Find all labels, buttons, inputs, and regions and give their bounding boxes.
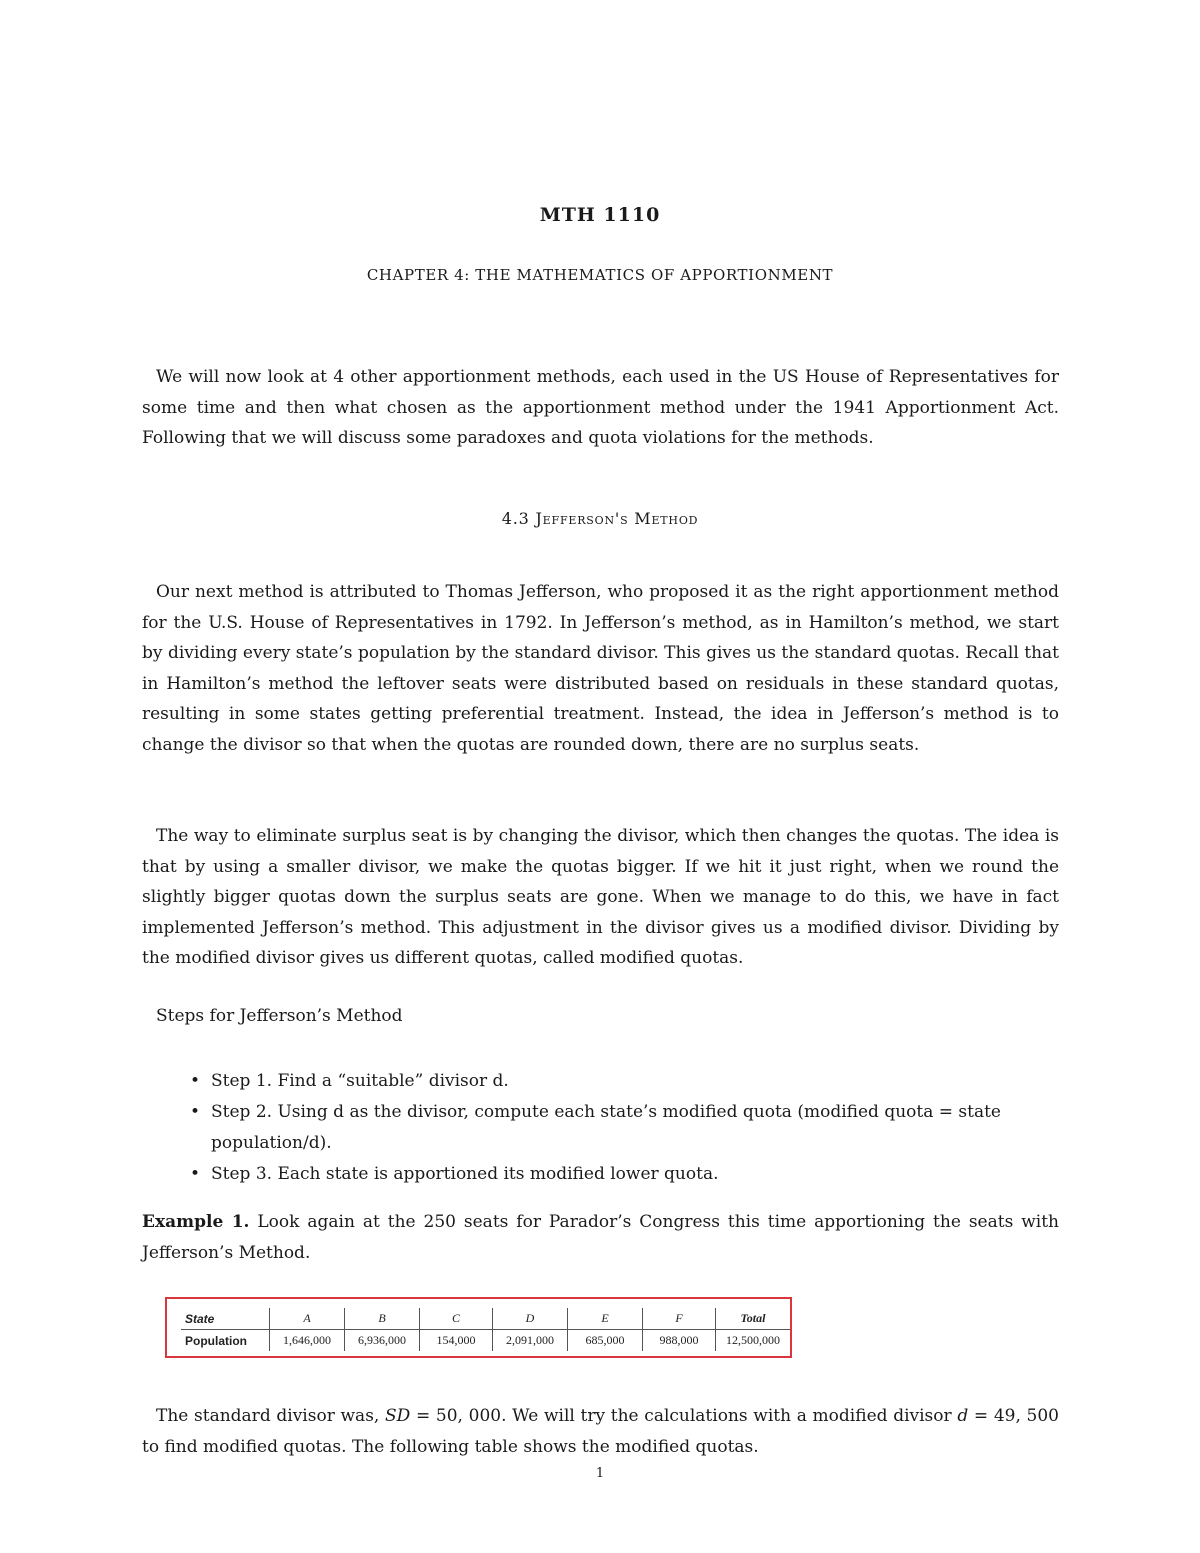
list-item: • Step 3. Each state is apportioned its modified lower quota. xyxy=(190,1159,1060,1190)
list-item: • Step 2. Using d as the divisor, compute each state’s modified quota (modified quota = state population/d). xyxy=(190,1097,1060,1159)
population-table-frame xyxy=(165,1297,792,1358)
page-number: 1 xyxy=(595,1466,605,1481)
table-cell: Total xyxy=(716,1308,791,1330)
intro-paragraph: We will now look at 4 other apportionment methods, each used in the US House of Representatives for some time and then what chosen as the apportionment method under the 1941 Apportionment Act. Following that we will discuss some paradoxes and quota violations for the methods. xyxy=(142,367,1059,449)
table-cell: 988,000 xyxy=(643,1330,716,1352)
table-cell: 2,091,000 xyxy=(493,1330,568,1352)
table-cell: C xyxy=(420,1308,493,1330)
course-title: MTH 1110 xyxy=(539,204,661,226)
table-cell: 6,936,000 xyxy=(345,1330,420,1352)
table-cell: 12,500,000 xyxy=(716,1330,791,1352)
table-row xyxy=(181,1308,790,1330)
table-cell: 685,000 xyxy=(568,1330,643,1352)
steps-title: Steps for Jefferson’s Method xyxy=(156,1006,403,1026)
table-cell: 1,646,000 xyxy=(270,1330,345,1352)
table-row xyxy=(181,1330,790,1352)
population-header: Population xyxy=(185,1333,247,1348)
population-table xyxy=(181,1308,790,1351)
table-cell: B xyxy=(345,1308,420,1330)
closing-text-2: = 50, 000. We will try the calculations with a modified divisor xyxy=(410,1406,958,1426)
state-header: State xyxy=(181,1308,270,1330)
d-symbol: d xyxy=(957,1406,969,1426)
closing-text-1: The standard divisor was, xyxy=(156,1406,386,1426)
table-cell: D xyxy=(493,1308,568,1330)
example-text: Look again at the 250 seats for Parador’s Congress this time apportioning the seats with Jefferson’s Method. xyxy=(142,1212,1060,1263)
chapter-subtitle: CHAPTER 4: THE MATHEMATICS OF APPORTIONMENT xyxy=(366,266,834,284)
jefferson-paragraph-1: Our next method is attributed to Thomas Jefferson, who proposed it as the right apportionment method for the U.S. House of Representatives in 1792. In Jefferson’s method, as in Hamilton’s method, we start by dividing every state’s population by the standard divisor. This gives us the standard quotas. Recall that in Hamilton’s method the leftover seats were distributed based on residuals in these standard quotas, resulting in some states getting preferential treatment. Instead, the idea in Jefferson’s method is to change the divisor so that when the quotas are rounded down, there are no surplus seats. xyxy=(142,582,1059,755)
section-title: 4.3 Jefferson's Method xyxy=(501,509,699,528)
closing-paragraph xyxy=(142,1401,1059,1462)
steps-list xyxy=(190,1066,1060,1190)
table-cell: 154,000 xyxy=(420,1330,493,1352)
example-label: Example 1. xyxy=(142,1212,250,1232)
jefferson-paragraph-2: The way to eliminate surplus seat is by changing the divisor, which then changes the quotas. The idea is that by using a smaller divisor, we make the quotas bigger. If we hit it just right, when we round the slightly bigger quotas down the surplus seats are gone. When we manage to do this, we have in fact implemented Jefferson’s method. This adjustment in the divisor gives us a modified divisor. Dividing by the modified divisor gives us different quotas, called modified quotas. xyxy=(142,826,1059,969)
sd-symbol: SD xyxy=(385,1406,411,1426)
list-item: • Step 1. Find a “suitable” divisor d. xyxy=(190,1066,1060,1097)
table-cell: E xyxy=(568,1308,643,1330)
closing-text-3: = 49, 500 to find modified quotas. The following table shows the modified quotas. xyxy=(142,1406,1059,1457)
example-paragraph xyxy=(142,1207,1059,1268)
table-cell: F xyxy=(643,1308,716,1330)
table-cell: A xyxy=(270,1308,345,1330)
